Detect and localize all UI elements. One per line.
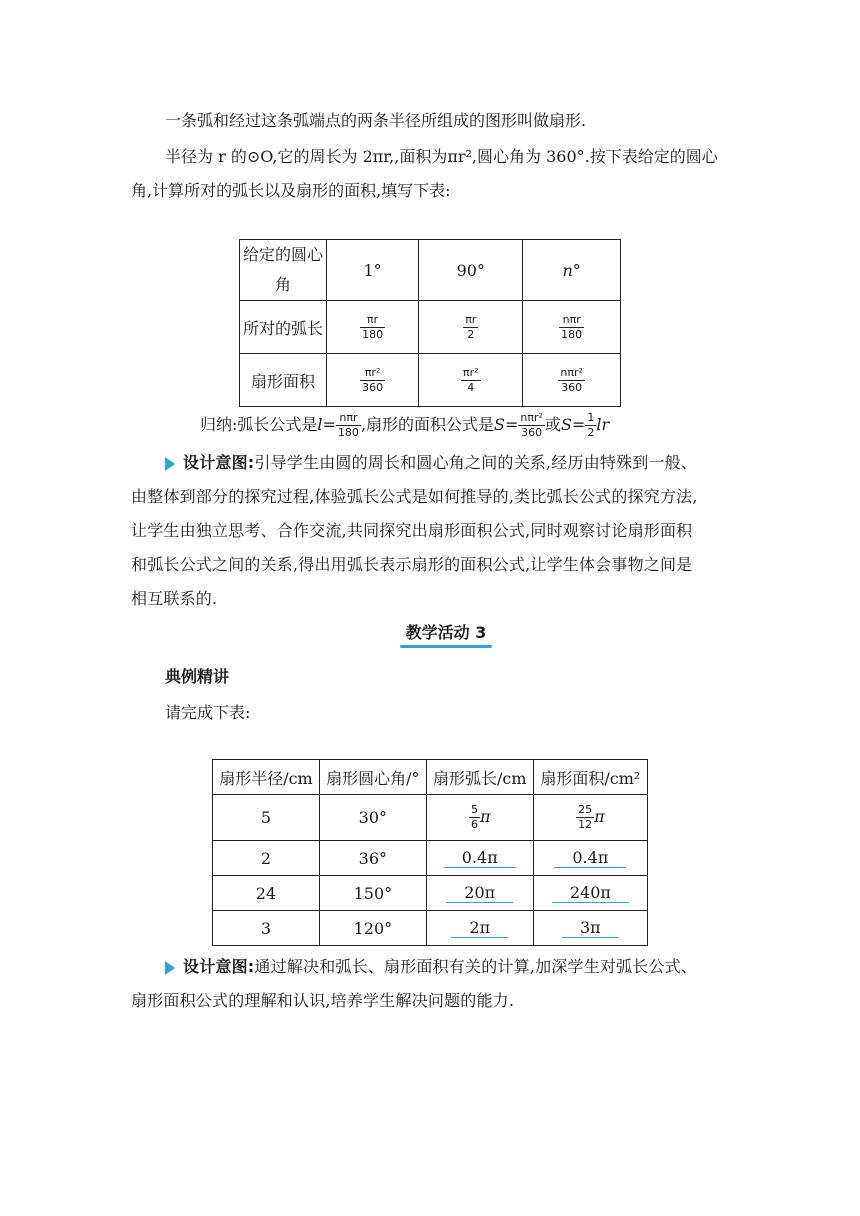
triangle-marker-icon — [165, 961, 175, 975]
table-header-row — [213, 760, 648, 795]
table-cell: 150° — [319, 876, 426, 911]
table-cell — [523, 354, 621, 407]
table-row — [240, 301, 621, 354]
sector-table — [212, 759, 648, 946]
instruction-line-2: 角,计算所对的弧长以及扇形的面积,填写下表: — [131, 181, 451, 200]
table-cell — [419, 354, 523, 407]
table-cell — [327, 354, 419, 407]
table-cell: $\frac{25}{12}$ π — [533, 795, 647, 841]
table-cell: 给定的圆心角 — [240, 240, 327, 301]
table-cell — [523, 301, 621, 354]
sector-definition: 一条弧和经过这条弧端点的两条半径所组成的图形叫做扇形. — [165, 111, 587, 130]
table-cell: 0.4π — [533, 841, 647, 876]
design-intent-1-line: 由整体到部分的探究过程,体验弧长公式是如何推导的,类比弧长公式的探究方法, — [131, 487, 698, 506]
instruction-line-1: 半径为 r 的⊙O,它的周长为 2πr,,面积为πr²,圆心角为 360°.按下表给定的圆心 — [165, 147, 718, 166]
table-cell: 90° — [419, 240, 523, 301]
table-cell: n° — [523, 240, 621, 301]
design-intent-1-line: 相互联系的. — [131, 589, 218, 608]
fraction: $\frac{\text{πr²}}{4}$ — [462, 365, 479, 394]
table-cell: 2 — [213, 841, 320, 876]
table-cell: 240π — [533, 876, 647, 911]
table-cell — [419, 301, 523, 354]
table-cell: 扇形面积 — [240, 354, 327, 407]
fraction: $\frac{\text{nπr}}{180}$ — [561, 312, 583, 341]
table-row — [213, 876, 648, 911]
table-cell: 120° — [319, 911, 426, 946]
table-cell: $\frac{5}{6}$ π — [426, 795, 533, 841]
design-intent-1-line: 和弧长公式之间的关系,得出用弧长表示扇形的面积公式,让学生体会事物之间是 — [131, 555, 693, 574]
table-cell: 3 — [213, 911, 320, 946]
table-cell: 所对的弧长 — [240, 301, 327, 354]
design-intent-1: 设计意图:引导学生由圆的周长和圆心角之间的关系,经历由特殊到一般、 — [165, 446, 735, 480]
example-title: 典例精讲 — [165, 667, 230, 686]
fraction: $\frac{\pi r}{2}$ — [465, 312, 477, 341]
table-cell: 20π — [426, 876, 533, 911]
activity-heading: 教学活动 3 — [400, 620, 492, 646]
table-row — [213, 841, 648, 876]
header-cell: 扇形弧长/cm — [426, 760, 533, 795]
table-row — [213, 911, 648, 946]
table-row — [213, 795, 648, 841]
design-intent-2-line: 扇形面积公式的理解和认识,培养学生解决问题的能力. — [131, 991, 515, 1010]
header-cell: 扇形圆心角/° — [319, 760, 426, 795]
table-cell: 3π — [533, 911, 647, 946]
table-cell: 36° — [319, 841, 426, 876]
design-intent-1-line: 让学生由独立思考、合作交流,共同探究出扇形面积公式,同时观察讨论扇形面积 — [131, 521, 693, 540]
fraction: $\frac{\pi r}{180}$ — [362, 312, 384, 341]
fraction: $\frac{\text{nπr²}}{360}$ — [560, 365, 583, 394]
table-cell: 1° — [327, 240, 419, 301]
design-intent-2: 设计意图:通过解决和弧长、扇形面积有关的计算,加深学生对弧长公式、 — [165, 950, 735, 984]
table-row — [240, 240, 621, 301]
table-cell — [327, 301, 419, 354]
table-cell: 2π — [426, 911, 533, 946]
formula-summary: 归纳:弧长公式是l= $\frac{\text{nπr}}{180}$ ,扇形的面积公式是S= $\frac{\text{nπr²}}{360}$ 或S= $\frac{1}{2}$ lr — [200, 411, 610, 439]
table-cell: 0.4π — [426, 841, 533, 876]
header-cell: 扇形半径/cm — [213, 760, 320, 795]
table-cell: 5 — [213, 795, 320, 841]
prompt-text: 请完成下表: — [165, 703, 251, 722]
table-row — [240, 354, 621, 407]
fraction: $\frac{\text{πr²}}{360}$ — [362, 365, 384, 394]
table-cell: 30° — [319, 795, 426, 841]
triangle-marker-icon — [165, 457, 175, 471]
arc-area-table — [239, 239, 621, 407]
table-cell: 24 — [213, 876, 320, 911]
header-cell: 扇形面积/cm² — [533, 760, 647, 795]
